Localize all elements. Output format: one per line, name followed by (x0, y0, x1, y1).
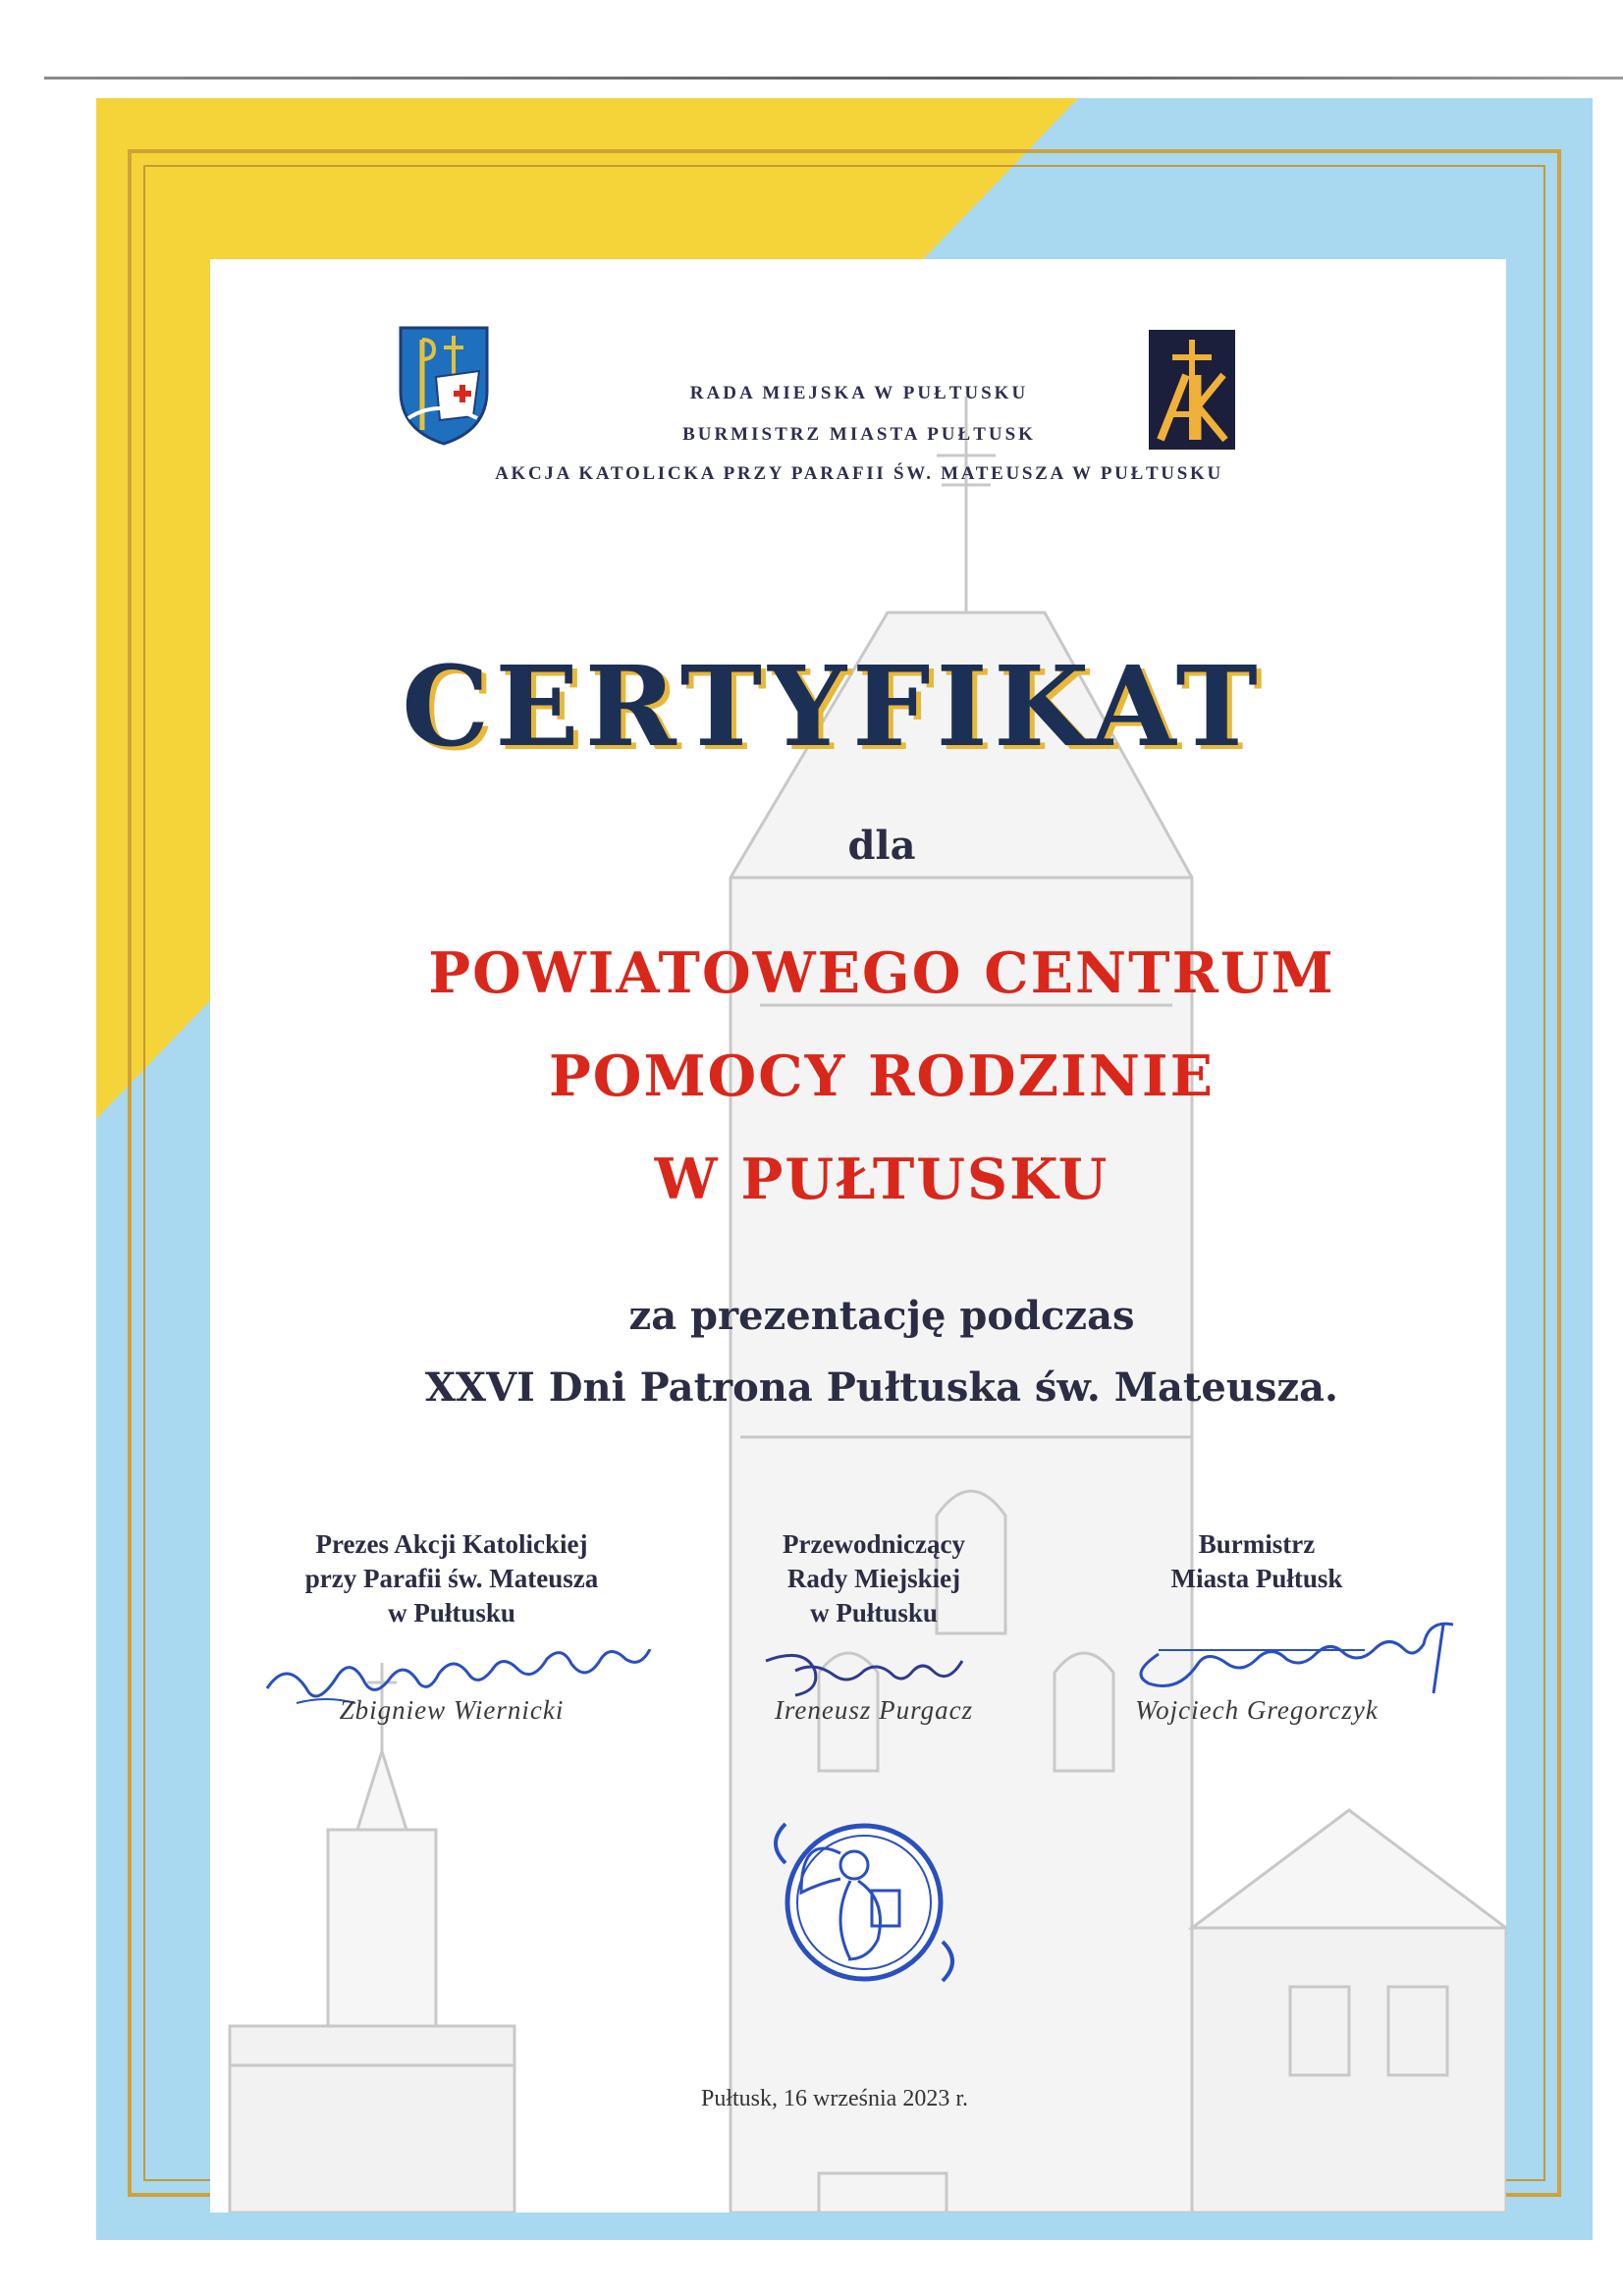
recipient-line-2: POMOCY RODZINIE (548, 1043, 1216, 1109)
signatory-2-title (687, 1527, 1060, 1630)
reason-line-1: za prezentację podczas (628, 1293, 1135, 1339)
reason-line-2: XXVI Dni Patrona Pułtuska św. Mateusza. (425, 1364, 1338, 1411)
signatory-1-title-line: w Pułtusku (388, 1598, 515, 1628)
signatory-1-title-line: Prezes Akcji Katolickiej (315, 1529, 588, 1559)
signatory-1-name: Zbigniew Wiernicki (339, 1695, 565, 1725)
signatory-3-title-line: Miasta Pułtusk (1170, 1564, 1343, 1593)
akcja-katolicka-logo-icon (1149, 330, 1235, 450)
signature-3 (1119, 1615, 1492, 1703)
place-and-date: Pułtusk, 16 września 2023 r. (701, 2086, 968, 2111)
city-coat-of-arms-icon (395, 322, 493, 448)
org-line-2: BURMISTRZ MIASTA PUŁTUSK (682, 424, 1036, 445)
certificate (96, 98, 1593, 2240)
signatory-1-title-line: przy Parafii św. Mateusza (304, 1564, 599, 1593)
signatory-1-title (245, 1527, 658, 1630)
angel-emblem-icon (756, 1804, 972, 2001)
scan-edge-line (44, 77, 1623, 80)
signature-2 (756, 1641, 982, 1700)
for-label: dla (847, 823, 916, 869)
signatory-2-name: Ireneusz Purgacz (774, 1695, 974, 1725)
certificate-title: CERTYFIKAT (402, 643, 1264, 772)
signatory-2-title-line: w Pułtusku (810, 1598, 938, 1628)
org-line-1: RADA MIEJSKA W PUŁTUSKU (689, 383, 1029, 403)
signatory-3-title (1080, 1527, 1434, 1596)
org-line-3: AKCJA KATOLICKA PRZY PARAFII ŚW. MATEUSZA W PUŁTUSKU (495, 463, 1223, 484)
signatory-2-title-line: Rady Miejskiej (786, 1564, 961, 1593)
recipient-line-1: POWIATOWEGO CENTRUM (428, 940, 1335, 1006)
signatory-2-title-line: Przewodniczący (783, 1529, 965, 1559)
signatory-3-title-line: Burmistrz (1198, 1529, 1316, 1559)
recipient-line-3: W PUŁTUSKU (654, 1147, 1109, 1212)
signatory-3-name: Wojciech Gregorczyk (1135, 1695, 1379, 1725)
